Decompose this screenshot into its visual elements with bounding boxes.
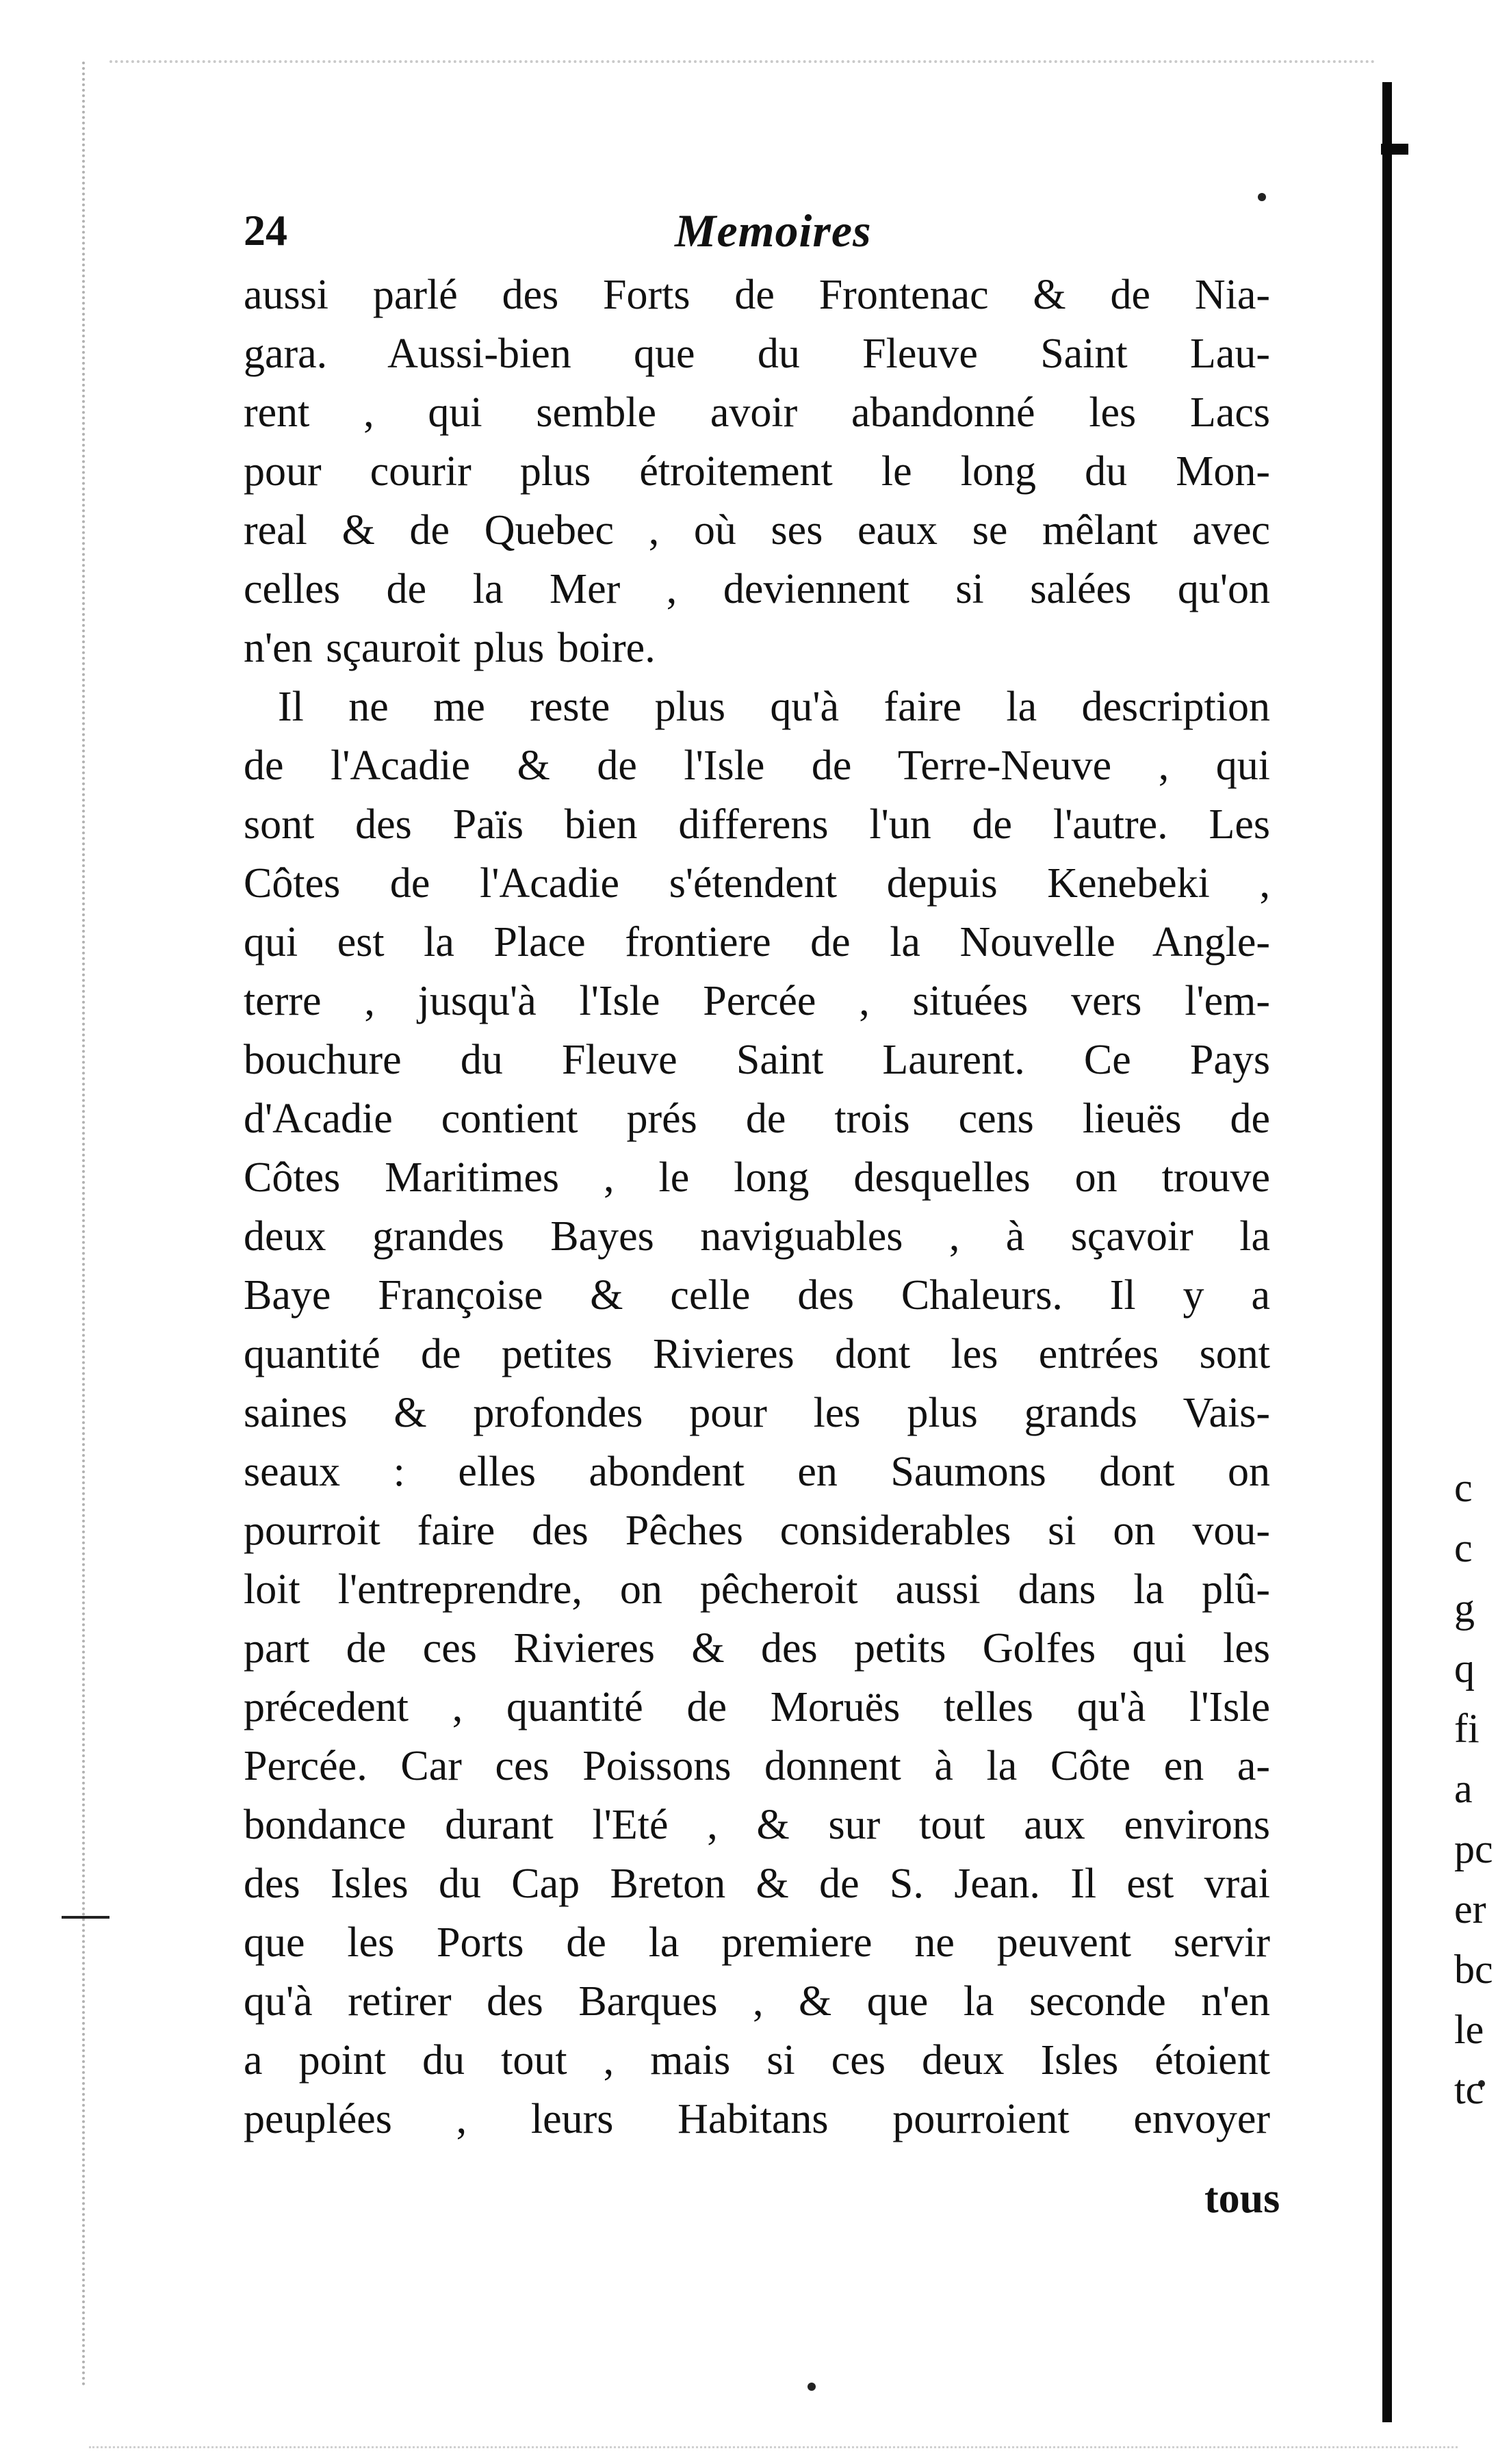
text-line: aussi parlé des Forts de Frontenac & de Nia- bbox=[244, 272, 1270, 318]
text-line: saines & profondes pour les plus grands Vais- bbox=[244, 1390, 1270, 1436]
text-line: que les Ports de la premiere ne peuvent servir bbox=[244, 1919, 1270, 1966]
binding-gutter-notch bbox=[1381, 144, 1408, 155]
text-line: celles de la Mer , deviennent si salées qu'on bbox=[244, 566, 1270, 612]
facing-page-fragment: le bbox=[1454, 2007, 1484, 2052]
text-line: gara. Aussi-bien que du Fleuve Saint Lau- bbox=[244, 330, 1270, 377]
facing-page-fragment: fi bbox=[1454, 1706, 1480, 1751]
facing-page-fragment: c bbox=[1454, 1465, 1473, 1510]
text-line: rent , qui semble avoir abandonné les Lacs bbox=[244, 389, 1270, 436]
facing-page-fragment: tc bbox=[1454, 2067, 1484, 2112]
text-line: deux grandes Bayes naviguables , à sçavoir la bbox=[244, 1213, 1270, 1260]
margin-tick-mark bbox=[62, 1916, 109, 1919]
text-line: peuplées , leurs Habitans pourroient envoyer bbox=[244, 2096, 1270, 2142]
text-line: des Isles du Cap Breton & de S. Jean. Il est vrai bbox=[244, 1860, 1270, 1907]
catchword: tous bbox=[1204, 2175, 1280, 2222]
running-header bbox=[244, 200, 1270, 261]
text-line: qui est la Place frontiere de la Nouvelle Angle- bbox=[244, 919, 1270, 965]
body-text bbox=[244, 265, 1270, 2149]
text-line: real & de Quebec , où ses eaux se mêlant avec bbox=[244, 507, 1270, 554]
text-line: d'Acadie contient prés de trois cens lieuës de bbox=[244, 1095, 1270, 1142]
text-line: loit l'entreprendre, on pêcheroit aussi dans la plû- bbox=[244, 1566, 1270, 1613]
text-line: Percée. Car ces Poissons donnent à la Côte en a- bbox=[244, 1743, 1270, 1789]
running-title: Memoires bbox=[675, 205, 872, 257]
facing-page-fragment: bc bbox=[1454, 1947, 1493, 1992]
facing-page-fragment: c bbox=[1454, 1525, 1473, 1570]
text-line: n'en sçauroit plus boire. bbox=[244, 625, 656, 671]
ink-speck bbox=[808, 2383, 816, 2391]
scan-left-edge bbox=[82, 62, 94, 2388]
text-line: Il ne me reste plus qu'à faire la description bbox=[278, 684, 1270, 730]
facing-page-fragment: g bbox=[1454, 1585, 1475, 1631]
page-number: 24 bbox=[244, 206, 287, 255]
text-line: seaux : elles abondent en Saumons dont on bbox=[244, 1449, 1270, 1495]
text-line: pourroit faire des Pêches considerables si on vou- bbox=[244, 1507, 1270, 1554]
text-line: Côtes de l'Acadie s'étendent depuis Kenebeki , bbox=[244, 860, 1270, 907]
text-line: qu'à retirer des Barques , & que la seconde n'en bbox=[244, 1978, 1270, 2025]
text-line: Baye Françoise & celle des Chaleurs. Il y a bbox=[244, 1272, 1270, 1319]
text-line: bondance durant l'Eté , & sur tout aux environs bbox=[244, 1802, 1270, 1848]
text-line: précedent , quantité de Moruës telles qu'à l'Isle bbox=[244, 1684, 1270, 1730]
scan-bottom-edge bbox=[89, 2446, 1458, 2451]
text-line: sont des Païs bien differens l'un de l'autre. Les bbox=[244, 801, 1270, 848]
text-line: bouchure du Fleuve Saint Laurent. Ce Pays bbox=[244, 1037, 1270, 1083]
facing-page-fragment: a bbox=[1454, 1766, 1473, 1811]
facing-page-fragments bbox=[1454, 1457, 1509, 2120]
text-line: part de ces Rivieres & des petits Golfes qui les bbox=[244, 1625, 1270, 1672]
text-line: Côtes Maritimes , le long desquelles on trouve bbox=[244, 1154, 1270, 1201]
text-line: a point du tout , mais si ces deux Isles étoient bbox=[244, 2037, 1270, 2084]
facing-page-fragment: er bbox=[1454, 1886, 1486, 1932]
text-line: pour courir plus étroitement le long du Mon- bbox=[244, 448, 1270, 495]
scan-top-edge bbox=[109, 60, 1376, 67]
text-line: terre , jusqu'à l'Isle Percée , situées vers l'em- bbox=[244, 978, 1270, 1024]
text-line: de l'Acadie & de l'Isle de Terre-Neuve , qui bbox=[244, 742, 1270, 789]
text-line: quantité de petites Rivieres dont les entrées sont bbox=[244, 1331, 1270, 1377]
facing-page-fragment: q bbox=[1454, 1646, 1475, 1691]
binding-gutter-rule bbox=[1382, 82, 1392, 2422]
facing-page-fragment: pc bbox=[1454, 1826, 1493, 1871]
